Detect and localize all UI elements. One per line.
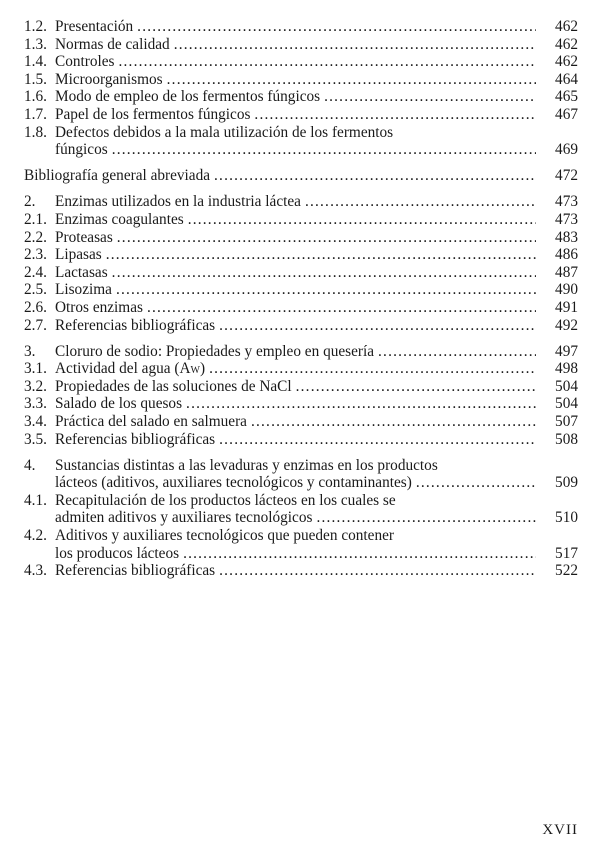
entry-page-number: 490 [555,281,578,299]
entry-page-number: 491 [555,298,578,316]
dot-leader [219,431,536,449]
dot-leader [324,88,536,106]
toc-entry[interactable] [24,457,578,492]
entry-page-number: 462 [555,53,578,71]
toc-entry[interactable] [24,378,578,396]
entry-number: 3.2. [24,377,47,395]
toc-entry[interactable] [24,71,578,89]
entry-title: admiten aditivos y auxiliares tecnológicos [55,509,313,527]
entry-page-number: 522 [555,562,578,580]
entry-title: Sustancias distintas a las levaduras y enzimas en los productos [55,456,438,474]
dot-leader [147,299,536,317]
entry-title-subscript: W [190,365,200,377]
entry-title: lácteos (aditivos, auxiliares tecnológicos y contaminantes) [55,474,412,492]
toc-entry[interactable] [24,36,578,54]
dot-leader [214,167,536,185]
entry-title: Referencias bibliográficas [55,316,216,334]
toc-entry[interactable] [24,124,578,159]
entry-page-number: 486 [555,246,578,264]
dot-leader [112,141,536,159]
entry-number: 1.8. [24,123,47,141]
entry-page-number: 497 [555,342,578,360]
toc-entry-line [24,395,578,413]
entry-page-number: 504 [555,377,578,395]
toc-entry-line [24,457,578,475]
toc-entry-line [24,378,578,396]
dot-leader [112,264,536,282]
toc-entry-line [24,71,578,89]
entry-page-number: 469 [555,141,578,159]
entry-page-number: 504 [555,395,578,413]
entry-number: 2.6. [24,298,47,316]
toc-entry-line [24,246,578,264]
entry-title: Referencias bibliográficas [55,562,216,580]
entry-title: Salado de los quesos [55,395,183,413]
dot-leader [116,281,536,299]
entry-page-number: 464 [555,70,578,88]
entry-page-number: 483 [555,228,578,246]
entry-number: 2.7. [24,316,47,334]
toc-section [24,457,578,580]
dot-leader [167,71,536,89]
table-of-contents [24,18,578,588]
toc-entry[interactable] [24,53,578,71]
dot-leader [174,36,536,54]
toc-entry-line [24,431,578,449]
entry-page-number: 487 [555,263,578,281]
toc-entry[interactable] [24,562,578,580]
dot-leader [254,106,536,124]
entry-title: Microorganismos [55,70,163,88]
toc-entry-line [24,18,578,36]
toc-entry-line [24,360,578,378]
toc-entry[interactable] [24,193,578,211]
entry-page-number: 472 [555,167,578,185]
entry-title: Recapitulación de los productos lácteos en los cuales se [55,491,396,509]
entry-title: los producos lácteos [55,544,180,562]
toc-entry-line [24,509,578,527]
entry-title: Lisozima [55,281,112,299]
toc-entry-line [24,317,578,335]
entry-number: 2.1. [24,210,47,228]
entry-page-number: 508 [555,430,578,448]
toc-entry[interactable] [24,395,578,413]
entry-title: Modo de empleo de los fermentos fúngicos [55,88,321,106]
toc-entry[interactable] [24,18,578,36]
dot-leader [137,18,536,36]
entry-title: Lactasas [55,263,108,281]
entry-title: Bibliografía general abreviada [24,167,211,185]
dot-leader [186,395,536,413]
entry-number: 4.1. [24,491,47,509]
dot-leader [251,413,536,431]
toc-entry[interactable] [24,360,578,378]
toc-section [24,343,578,449]
toc-entry-line [24,36,578,54]
entry-title: Lipasas [55,246,102,264]
toc-entry[interactable] [24,527,578,562]
entry-title: Actividad del agua (A [55,360,191,378]
entry-number: 1.2. [24,18,47,35]
entry-number: 3.1. [24,360,47,378]
toc-entry[interactable] [24,299,578,317]
entry-page-number: 462 [555,35,578,53]
entry-title: Propiedades de las soluciones de NaCl [55,377,292,395]
entry-title: Enzimas coagulantes [55,210,184,228]
toc-entry-line [24,88,578,106]
toc-entry-line [24,562,578,580]
entry-number: 1.6. [24,88,47,106]
toc-entry[interactable] [24,492,578,527]
entry-page-number: 507 [555,412,578,430]
entry-title: Controles [55,53,115,71]
toc-entry[interactable] [24,229,578,247]
toc-entry[interactable] [24,281,578,299]
toc-entry[interactable] [24,88,578,106]
entry-title: Referencias bibliográficas [55,430,216,448]
toc-entry-line [24,545,578,563]
toc-entry-line [24,106,578,124]
dot-leader [106,246,536,264]
toc-entry-line [24,141,578,159]
toc-entry-line [24,474,578,492]
entry-page-number: 510 [555,509,578,527]
dot-leader [305,193,536,211]
toc-entry[interactable] [24,246,578,264]
toc-entry-line [24,211,578,229]
toc-entry[interactable] [24,211,578,229]
entry-number: 1.4. [24,53,47,71]
toc-entry-line [24,413,578,431]
entry-page-number: 509 [555,474,578,492]
entry-title: Presentación [55,18,134,35]
entry-number: 4. [24,456,36,474]
dot-leader [183,545,536,563]
entry-page-number: 473 [555,193,578,211]
entry-page-number: 517 [555,544,578,562]
entry-title: Aditivos y auxiliares tecnológicos que pueden contener [55,527,394,545]
dot-leader [117,229,536,247]
toc-entry-line [24,527,578,545]
dot-leader [316,509,536,527]
entry-title-suffix: ) [199,360,206,378]
entry-title: Papel de los fermentos fúngicos [55,105,251,123]
entry-number: 2.3. [24,246,47,264]
entry-number: 3.4. [24,412,47,430]
toc-section [24,18,578,159]
toc-entry-line [24,264,578,282]
toc-entry-line [24,229,578,247]
dot-leader [219,317,536,335]
toc-entry[interactable] [24,431,578,449]
entry-page-number: 467 [555,105,578,123]
toc-entry-line [24,124,578,142]
entry-number: 4.2. [24,527,47,545]
entry-title: Otros enzimas [55,298,143,316]
dot-leader [209,360,536,378]
toc-entry-line [24,343,578,361]
toc-entry[interactable] [24,317,578,335]
toc-entry-line [24,281,578,299]
entry-number: 2.5. [24,281,47,299]
entry-number: 4.3. [24,562,47,580]
entry-title: Proteasas [55,228,113,246]
toc-entry-line [24,193,578,211]
entry-number: 1.3. [24,35,47,53]
entry-page-number: 498 [555,360,578,378]
entry-number: 3.5. [24,430,47,448]
entry-title: Defectos debidos a la mala utilización de los fermentos [55,123,394,141]
dot-leader [119,53,537,71]
entry-number: 2.4. [24,263,47,281]
entry-number: 1.5. [24,70,47,88]
toc-entry[interactable] [24,413,578,431]
toc-entry[interactable] [24,106,578,124]
dot-leader [296,378,536,396]
entry-title: Cloruro de sodio: Propiedades y empleo en quesería [55,342,375,360]
dot-leader [188,211,536,229]
toc-entry[interactable] [24,343,578,361]
entry-number: 3. [24,342,36,360]
entry-number: 3.3. [24,395,47,413]
entry-page-number: 462 [555,18,578,35]
toc-entry-line [24,492,578,510]
toc-entry-line [24,53,578,71]
toc-entry[interactable] [24,167,578,185]
dot-leader [219,562,536,580]
entry-page-number: 465 [555,88,578,106]
dot-leader [378,343,536,361]
entry-page-number: 473 [555,210,578,228]
toc-section [24,193,578,334]
entry-title: Enzimas utilizados en la industria láctea [55,193,301,211]
entry-title: Práctica del salado en salmuera [55,412,247,430]
dot-leader [416,474,536,492]
entry-number: 2.2. [24,228,47,246]
toc-section [24,167,578,185]
page-number-folio: XVII [542,822,578,838]
entry-page-number: 492 [555,316,578,334]
toc-entry-line [24,299,578,317]
entry-number: 2. [24,193,36,211]
entry-number: 1.7. [24,105,47,123]
toc-entry[interactable] [24,264,578,282]
entry-title: fúngicos [55,141,108,159]
entry-title: Normas de calidad [55,35,170,53]
toc-entry-line [24,167,578,185]
